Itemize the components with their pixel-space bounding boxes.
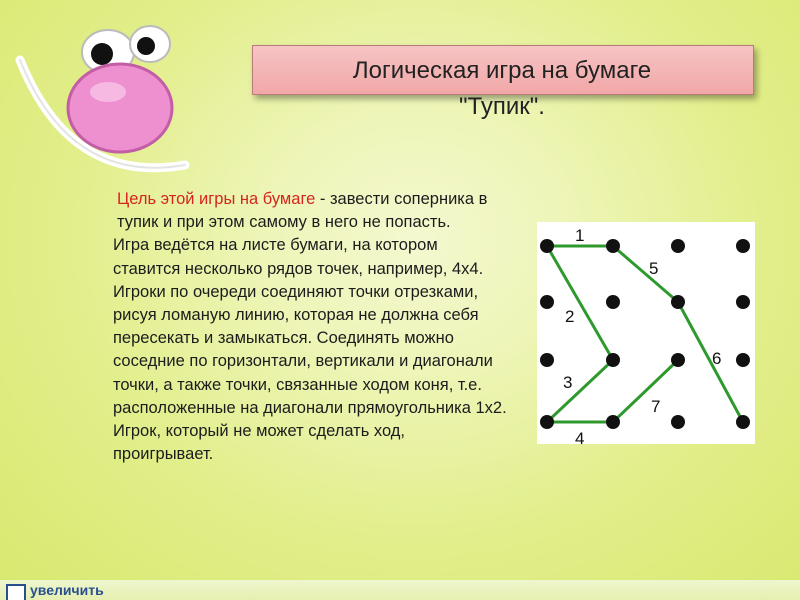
dot xyxy=(671,239,685,253)
description-text xyxy=(113,188,508,466)
move-label-1: 1 xyxy=(575,226,585,245)
dot xyxy=(736,295,750,309)
move-label-2: 2 xyxy=(565,307,575,326)
move-label-5: 5 xyxy=(649,259,659,278)
dot xyxy=(736,415,750,429)
goal-paragraph xyxy=(113,188,508,234)
dot xyxy=(540,353,554,367)
goal-rest: - завести соперника в тупик и при этом самому в него не попасть. xyxy=(117,190,488,232)
dot xyxy=(540,239,554,253)
rules-paragraph: Игра ведётся на листе бумаги, на котором ставится несколько рядов точек, например, 4х4. Игроки по очереди соединяют точки отрезками, рисуя ломаную линию, которая не должна себя пересекать и замыкаться. Соединять можно соседние по горизонтали, вертикали и диагонали точки, а также точки, связанные ходом коня, т.е. расположенные на диагонали прямоугольника 1х2. Игрок, который не может сделать ход, проигрывает. xyxy=(113,236,507,464)
goal-highlight: Цель этой игры на бумаге xyxy=(117,190,316,208)
slide-title: Логическая игра на бумаге xyxy=(352,57,652,84)
dot xyxy=(671,295,685,309)
bottom-bar xyxy=(0,580,800,600)
dot xyxy=(671,415,685,429)
dot xyxy=(606,239,620,253)
move-label-6: 6 xyxy=(712,349,722,368)
move-label-3: 3 xyxy=(563,373,573,392)
cartoon-face-icon xyxy=(0,0,210,200)
move-label-7: 7 xyxy=(651,397,661,416)
diagram-background xyxy=(537,222,755,444)
dot xyxy=(671,353,685,367)
slide-subtitle: "Тупик". xyxy=(459,93,545,120)
dot xyxy=(540,415,554,429)
move-label-4: 4 xyxy=(575,429,585,444)
dot xyxy=(606,415,620,429)
dot xyxy=(736,239,750,253)
game-diagram xyxy=(537,222,755,444)
zoom-link[interactable]: увеличить xyxy=(30,582,104,598)
dot xyxy=(606,295,620,309)
dot xyxy=(606,353,620,367)
dot xyxy=(736,353,750,367)
zoom-icon[interactable] xyxy=(6,584,26,600)
dot xyxy=(540,295,554,309)
